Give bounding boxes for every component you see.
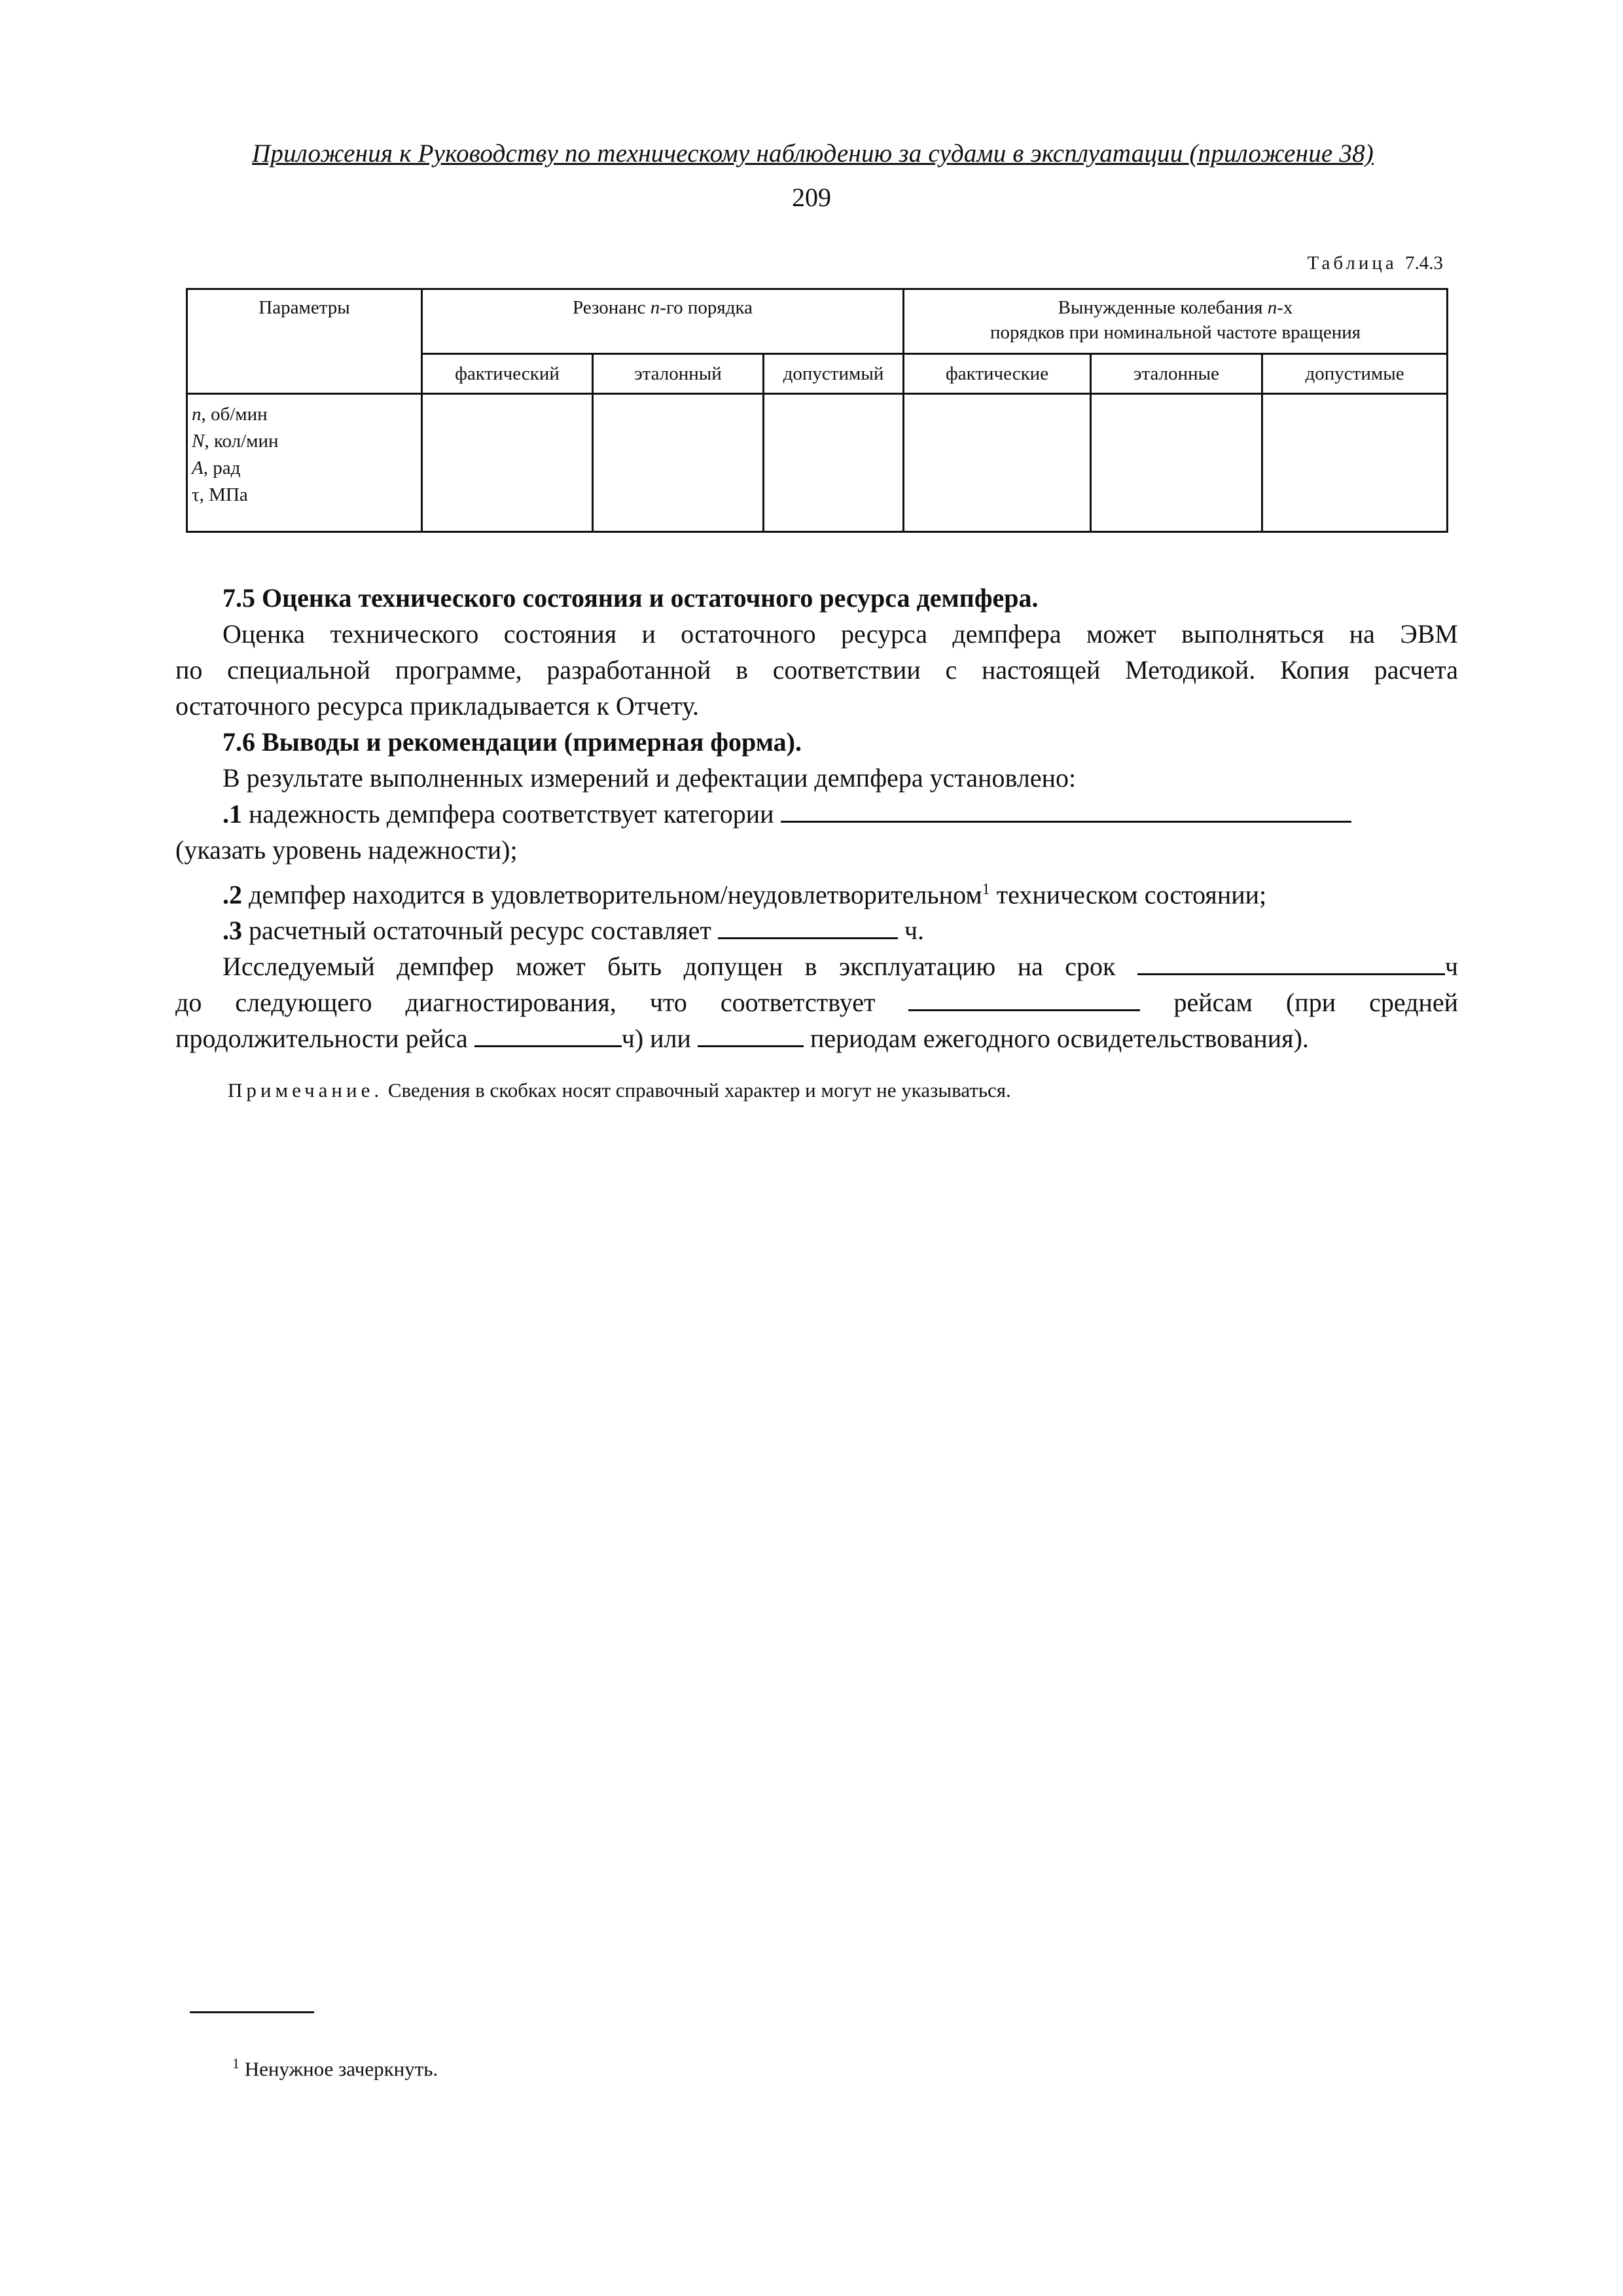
param-n: n, об/мин bbox=[192, 404, 268, 425]
table-cell-empty bbox=[422, 394, 593, 532]
item-1-note: (указать уровень надежности); bbox=[175, 835, 518, 865]
item-3: .3 расчетный остаточный ресурс составляет ч. bbox=[223, 916, 924, 946]
note-text: Сведения в скобках носят справочный характер и могут не указываться. bbox=[383, 1079, 1011, 1102]
subheader-resonance-actual: фактический bbox=[422, 354, 593, 394]
footnote-ref: 1 bbox=[982, 881, 990, 898]
blank-voyages[interactable] bbox=[908, 987, 1140, 1011]
subheader-resonance-allowed: допустимый bbox=[764, 354, 904, 394]
param-list bbox=[187, 394, 422, 532]
subheader-forced-reference: эталонные bbox=[1091, 354, 1262, 394]
blank-voyage-duration[interactable] bbox=[474, 1023, 622, 1047]
blank-residual-life[interactable] bbox=[718, 915, 898, 939]
header-forced-vibrations: Вынужденные колебания n-х порядков при номинальной частоте вращения bbox=[904, 289, 1448, 354]
section-7-5-line-1: Оценка технического состояния и остаточного ресурса демпфера может выполняться на ЭВМ bbox=[223, 619, 1458, 649]
table-caption-number: 7.4.3 bbox=[1405, 253, 1443, 274]
section-7-5-line-2: по специальной программе, разработанной в соответствии с настоящей Методикой. Копия расчета bbox=[175, 655, 1458, 685]
section-7-6-intro: В результате выполненных измерений и дефектации демпфера установлено: bbox=[223, 763, 1077, 793]
item-2: .2 демпфер находится в удовлетворительном/неудовлетворительном$^1$ техническом состоянии; bbox=[223, 880, 1267, 910]
section-7-5-heading: 7.5 Оценка технического состояния и остаточного ресурса демпфера. bbox=[223, 583, 1039, 613]
table-cell-empty bbox=[1262, 394, 1448, 532]
param-tau: τ, МПа bbox=[192, 484, 248, 505]
final-line-2: до следующего диагностирования, что соответствует рейсам (при средней bbox=[175, 988, 1459, 1018]
table-caption bbox=[982, 253, 1443, 274]
final-line-1: Исследуемый демпфер может быть допущен в эксплуатацию на срок ч bbox=[223, 952, 1458, 982]
item-1: .1 надежность демпфера соответствует категории bbox=[175, 796, 1458, 832]
running-header: Приложения к Руководству по техническому наблюдению за судами в эксплуатации (приложение 38) bbox=[252, 139, 1374, 168]
section-7-5-line-3: остаточного ресурса прикладывается к Отчету. bbox=[175, 691, 700, 721]
table-caption-word: Таблица bbox=[1307, 253, 1397, 274]
table-cell-empty bbox=[764, 394, 904, 532]
subheader-forced-actual: фактические bbox=[904, 354, 1091, 394]
header-resonance: Резонанс n-го порядка bbox=[422, 289, 904, 354]
footnote-text: Ненужное зачеркнуть. bbox=[240, 2057, 438, 2081]
footnote-separator bbox=[190, 2011, 314, 2013]
blank-term-hours[interactable] bbox=[1137, 951, 1445, 975]
subheader-forced-allowed: допустимые bbox=[1262, 354, 1448, 394]
section-7-5 bbox=[175, 580, 1458, 1056]
blank-reliability-category[interactable] bbox=[781, 798, 1351, 823]
subheader-resonance-reference: эталонный bbox=[593, 354, 764, 394]
header-params: Параметры bbox=[187, 289, 422, 394]
param-A: A, рад bbox=[192, 457, 241, 478]
parameters-table bbox=[186, 288, 1448, 533]
table-note bbox=[228, 1079, 1011, 1102]
final-line-3: продолжительности рейса ч) или периодам ежегодного освидетельствования). bbox=[175, 1024, 1309, 1054]
table-cell-empty bbox=[593, 394, 764, 532]
table-cell-empty bbox=[1091, 394, 1262, 532]
section-7-6-heading: 7.6 Выводы и рекомендации (примерная форма). bbox=[223, 727, 802, 757]
note-label: Примечание. bbox=[228, 1079, 383, 1102]
footnote-mark: 1 bbox=[232, 2055, 240, 2072]
page-number: 209 bbox=[792, 183, 831, 212]
blank-survey-periods[interactable] bbox=[698, 1023, 804, 1047]
footnote bbox=[232, 2055, 438, 2081]
param-N: N, кол/мин bbox=[192, 431, 279, 452]
table-cell-empty bbox=[904, 394, 1091, 532]
